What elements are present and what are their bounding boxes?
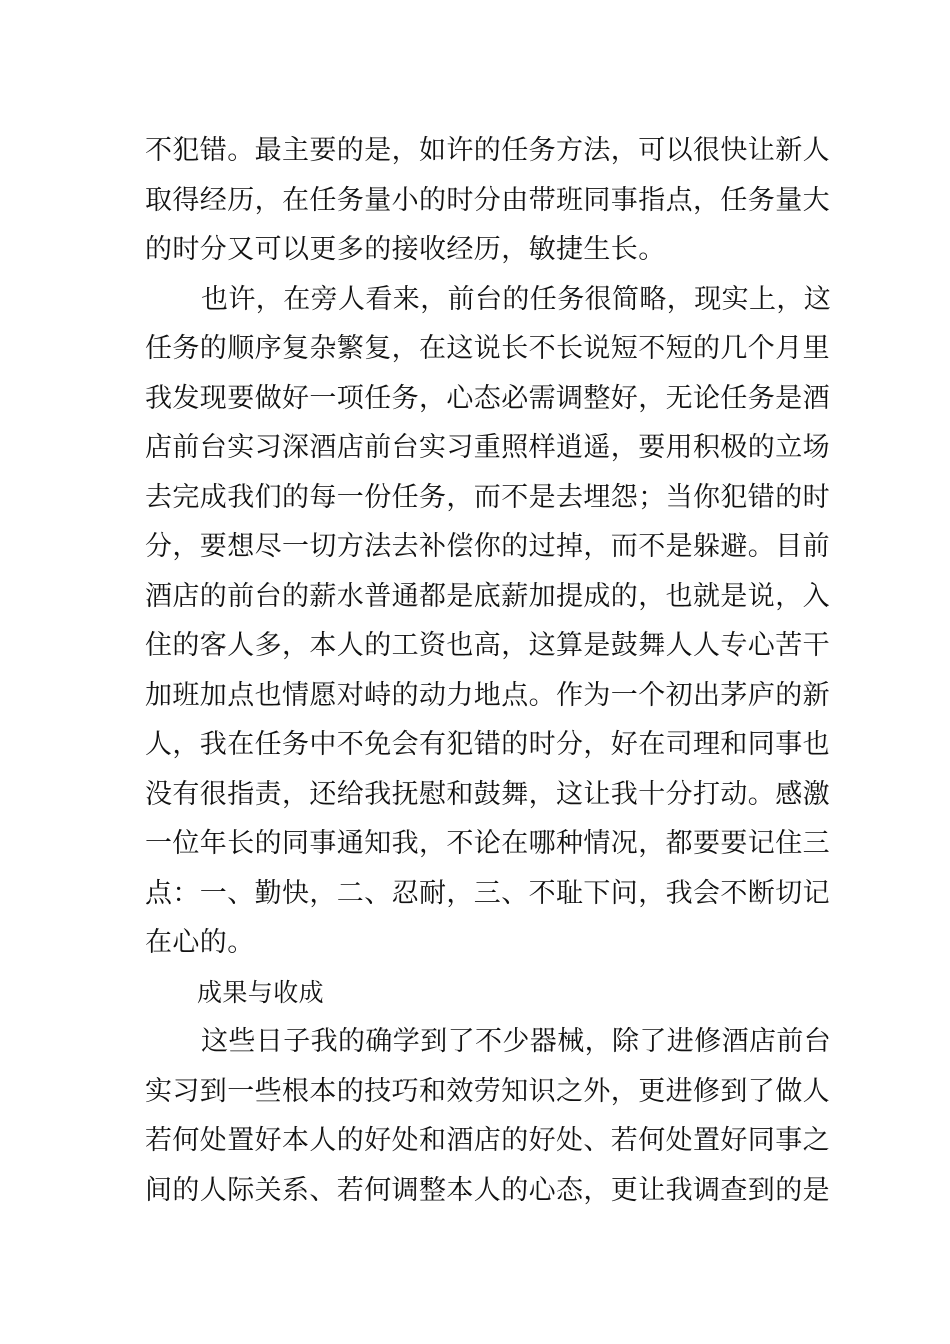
text-line: 人，我在任务中不免会有犯错的时分，好在司理和同事也 bbox=[145, 729, 830, 760]
text-line: 酒店的前台的薪水普通都是底薪加提成的，也就是说，入 bbox=[145, 580, 830, 612]
paragraph-start-line: 也许，在旁人看来，前台的任务很简略，现实上，这 bbox=[201, 283, 832, 315]
text-line: 的时分又可以更多的接收经历，敏捷生长。 bbox=[145, 234, 666, 265]
text-line: 去完成我们的每一份任务，而不是去埋怨；当你犯错的时 bbox=[145, 481, 830, 513]
paragraph-start-line: 这些日子我的确学到了不少器械，除了进修酒店前台 bbox=[201, 1026, 832, 1057]
text-line: 加班加点也情愿对峙的动力地点。作为一个初出茅庐的新 bbox=[145, 679, 830, 711]
text-line: 我发现要做好一项任务，心态必需调整好，无论任务是酒 bbox=[145, 382, 830, 414]
section-heading: 成果与收成 bbox=[197, 977, 325, 1007]
text-line: 住的客人多，本人的工资也高，这算是鼓舞人人专心苦干 bbox=[145, 630, 830, 661]
text-line: 点：一、勤快，二、忍耐，三、不耻下问，我会不断切记 bbox=[145, 877, 830, 909]
text-line: 若何处置好本人的好处和酒店的好处、若何处置好同事之 bbox=[145, 1125, 830, 1156]
text-line: 任务的顺序复杂繁复，在这说长不长说短不短的几个月里 bbox=[145, 333, 830, 364]
text-line: 一位年长的同事通知我，不论在哪种情况，都要要记住三 bbox=[145, 828, 830, 859]
text-line: 取得经历，在任务量小的时分由带班同事指点，任务量大 bbox=[145, 184, 830, 216]
body-text bbox=[145, 126, 832, 1215]
text-line: 不犯错。最主要的是，如许的任务方法，可以很快让新人 bbox=[145, 135, 830, 166]
text-line: 没有很指责，还给我抚慰和鼓舞，这让我十分打动。感激 bbox=[145, 778, 830, 810]
text-line: 在心的。 bbox=[145, 927, 255, 958]
text-line: 间的人际关系、若何调整本人的心态，更让我调查到的是 bbox=[145, 1174, 830, 1206]
text-line: 实习到一些根本的技巧和效劳知识之外，更进修到了做人 bbox=[145, 1075, 830, 1107]
text-line: 分，要想尽一切方法去补偿你的过掉，而不是躲避。目前 bbox=[145, 531, 830, 562]
text-line: 店前台实习深酒店前台实习重照样逍遥，要用积极的立场 bbox=[145, 432, 830, 463]
